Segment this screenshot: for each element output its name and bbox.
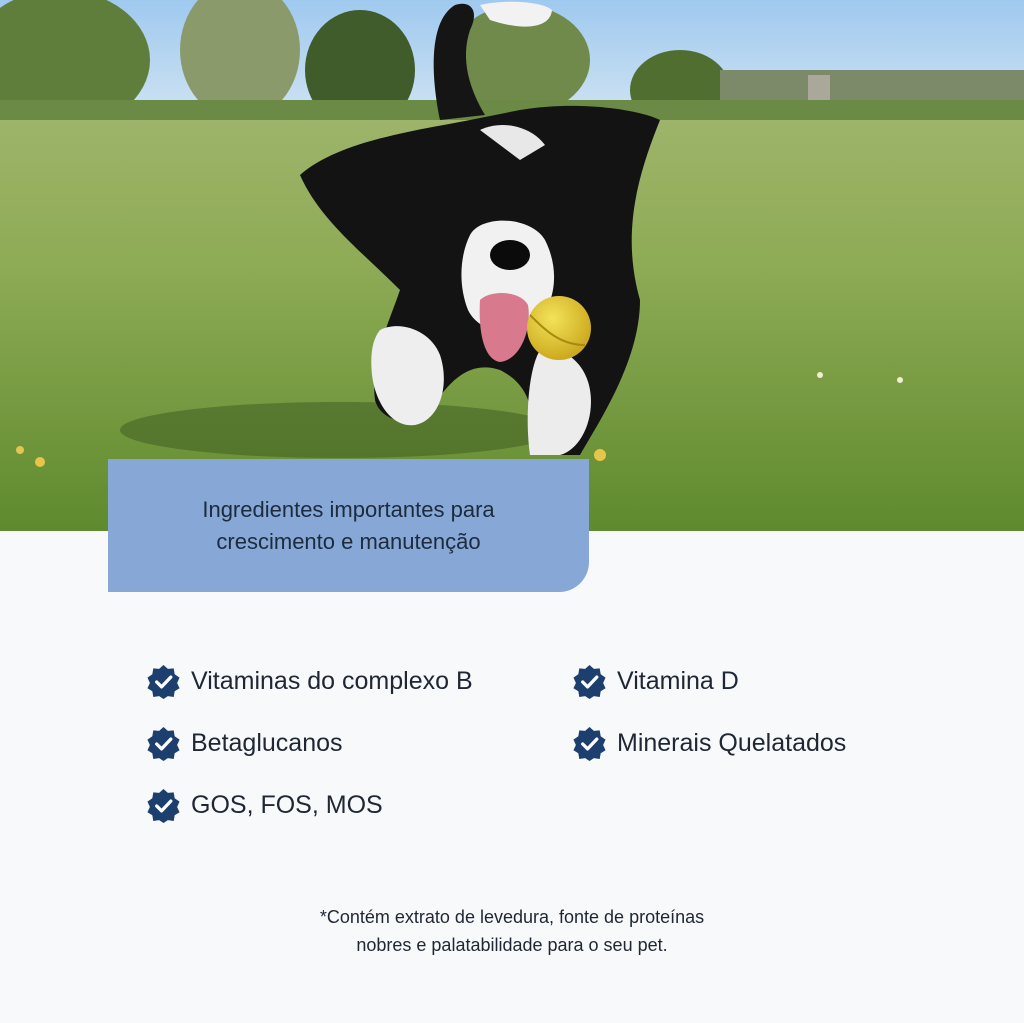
benefit-item xyxy=(146,663,473,699)
check-badge-icon xyxy=(146,726,181,761)
benefit-item xyxy=(572,725,846,761)
benefit-label: Minerais Quelatados xyxy=(617,729,847,757)
headline-line-2: crescimento e manutenção xyxy=(216,529,481,554)
benefit-label: GOS, FOS, MOS xyxy=(191,791,383,819)
check-badge-icon xyxy=(146,664,181,699)
benefit-item xyxy=(572,663,739,699)
check-badge-icon xyxy=(146,788,181,823)
benefit-item xyxy=(146,725,343,761)
check-badge-icon xyxy=(572,726,607,761)
benefit-label: Vitamina D xyxy=(617,667,739,695)
benefit-item xyxy=(146,787,383,823)
check-badge-icon xyxy=(572,664,607,699)
benefit-label: Vitaminas do complexo B xyxy=(191,667,473,695)
headline-line-1: Ingredientes importantes para xyxy=(202,497,495,522)
footnote-line-1: *Contém extrato de levedura, fonte de proteínas xyxy=(319,907,705,927)
footnote-line-2: nobres e palatabilidade para o seu pet. xyxy=(356,935,668,955)
benefit-label: Betaglucanos xyxy=(191,729,343,757)
headline-banner xyxy=(108,459,589,592)
